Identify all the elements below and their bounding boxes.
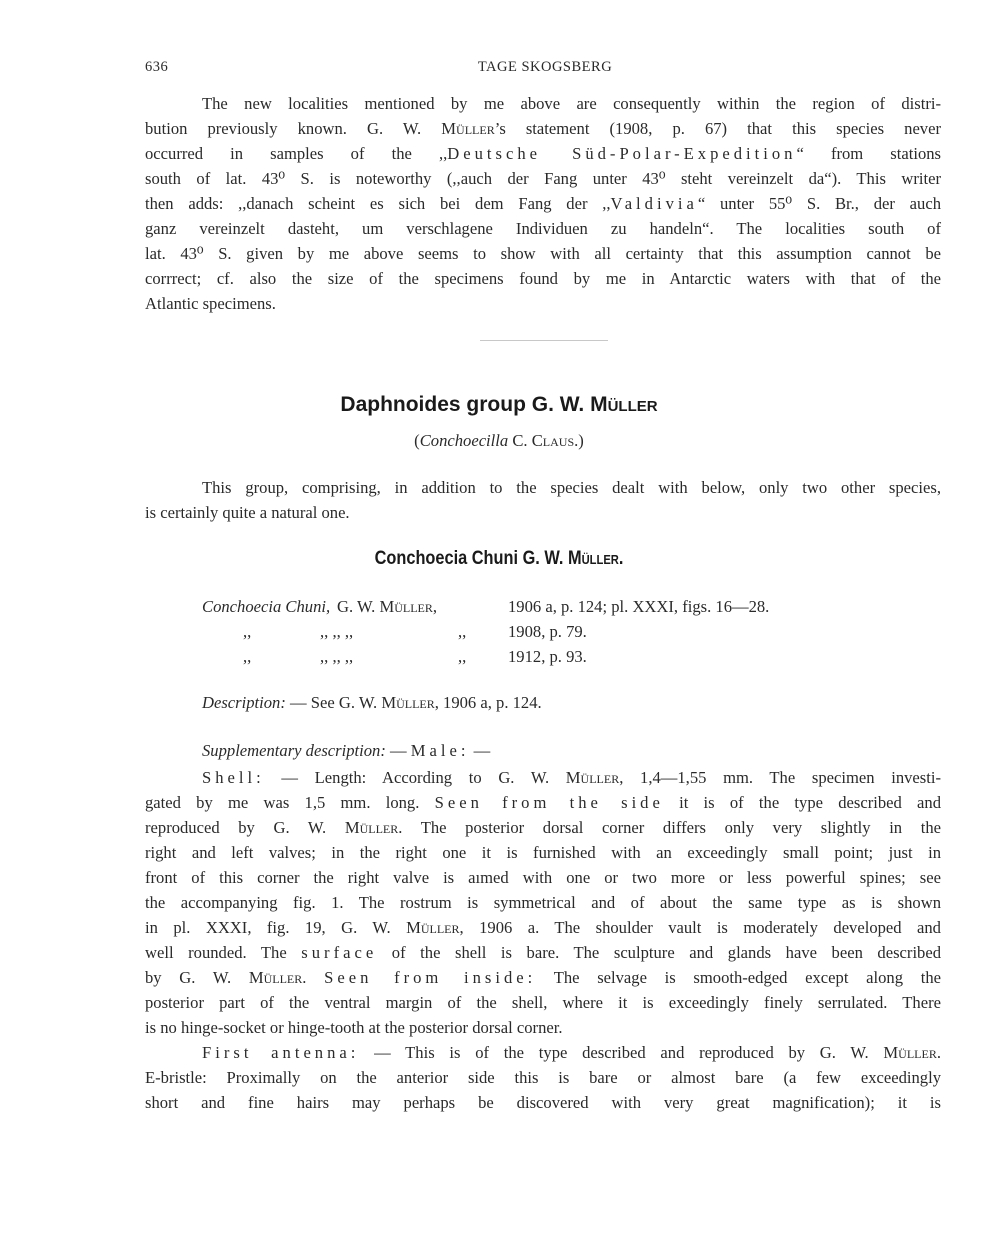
- synonymy-reference: 1908, p. 79.: [508, 622, 587, 641]
- para1-line-2: bution previously known. G. W. Müller’s statement (1908, p. 67) that this species never: [145, 119, 941, 138]
- group-intro-line-1: This group, comprising, in addition to the species dealt with below, only two other species,: [202, 478, 941, 497]
- synonymy-reference: 1912, p. 93.: [508, 647, 587, 666]
- antenna-line-2: E-bristle: Proximally on the anterior side this is bare or almost bare (a few exceedingly: [145, 1068, 941, 1087]
- synonymy-name: Conchoecia Chuni,: [202, 597, 331, 616]
- para1-line-5: then adds: ,,danach scheint es sich bei dem Fang der ,,Valdivia“ unter 55⁰ S. Br., der auch: [145, 194, 941, 213]
- running-title: TAGE SKOGSBERG: [477, 59, 613, 75]
- synonymy-reference: 1906 a, p. 124; pl. XXXI, figs. 16—28.: [508, 597, 770, 616]
- synonymy-name: ,,: [243, 647, 252, 666]
- shell-line-7: in pl. XXXI, fig. 19, G. W. Müller, 1906 a. The shoulder vault is moderately developed and: [145, 918, 941, 937]
- synonymy-name: ,,: [243, 622, 252, 641]
- shell-line-2: gated by me was 1,5 mm. long. Seen from the side it is of the type described and: [145, 793, 941, 812]
- para1-line-9: Atlantic specimens.: [145, 294, 276, 313]
- shell-line-4: right and left valves; in the right one it is furnished with an exceedingly small point; just in: [145, 843, 941, 862]
- synonymy-author: G. W. Müller,: [337, 597, 438, 616]
- para1-line-3: occurred in samples of the ,,Deutsche Süd-Polar-Expedition“ from stations: [145, 144, 941, 163]
- shell-line-5: front of this corner the right valve is aımed with one or two more or less powerful spines; see: [145, 868, 941, 887]
- shell-line-3: reproduced by G. W. Müller. The posterior dorsal corner differs only very slightly in the: [145, 818, 942, 837]
- group-subtitle: (Conchoecilla C. Claus.): [414, 431, 584, 450]
- running-head: [145, 59, 945, 81]
- shell-line-10: posterior part of the ventral margin of the shell, where it is exceedingly finely serrulated. There: [145, 993, 941, 1012]
- shell-line-11: is no hinge-socket or hinge-tooth at the posterior dorsal corner.: [145, 1018, 563, 1037]
- synonymy-ditto: ,,: [458, 647, 467, 666]
- shell-line-8: well rounded. The surface of the shell is bare. The sculpture and glands have been described: [145, 943, 942, 962]
- group-intro-line-2: is certainly quite a natural one.: [145, 503, 350, 522]
- synonymy-author: ,, ,, ,,: [320, 647, 354, 666]
- para1-line-7: lat. 43⁰ S. given by me above seems to show with all certainty that this assumption cannot be: [145, 244, 941, 263]
- para1-line-4: south of lat. 43⁰ S. is noteworthy (,,auch der Fang unter 43⁰ steht vereinzelt da“). This writer: [145, 169, 941, 188]
- para1-line-8: corrrect; cf. also the size of the specimens found by me in Antarctic waters with that of the: [145, 269, 941, 288]
- section-divider: [480, 340, 608, 341]
- supplementary-heading: Supplementary description: — Male: —: [202, 741, 491, 760]
- para1-line-6: ganz vereinzelt dasteht, um verschlagene Individuen zu handeln“. The localities south of: [145, 219, 941, 238]
- antenna-line-3: short and fine hairs may perhaps be discovered with very great magnification); it is: [145, 1093, 941, 1112]
- shell-line-1: Shell: — Length: According to G. W. Müller, 1,4—1,55 mm. The specimen investi-: [202, 768, 941, 787]
- synonymy-ditto: ,,: [458, 622, 467, 641]
- antenna-line-1: First antenna: — This is of the type described and reproduced by G. W. Müller.: [202, 1043, 941, 1062]
- shell-line-9: by G. W. Müller. Seen from inside: The selvage is smooth-edged except along the: [145, 968, 941, 987]
- synonymy-author: ,, ,, ,,: [320, 622, 354, 641]
- description-line: Description: — See G. W. Müller, 1906 a, p. 124.: [202, 693, 542, 712]
- group-heading: Daphnoides group G. W. Müller: [340, 393, 658, 416]
- species-heading: Conchoecia Chuni G. W. Müller.: [374, 548, 624, 569]
- para1-line-1: The new localities mentioned by me above are consequently within the region of distri-: [202, 94, 941, 113]
- shell-line-6: the accompanying fig. 1. The rostrum is symmetrical and of about the same type as is shown: [145, 893, 941, 912]
- page-number: 636: [145, 59, 169, 75]
